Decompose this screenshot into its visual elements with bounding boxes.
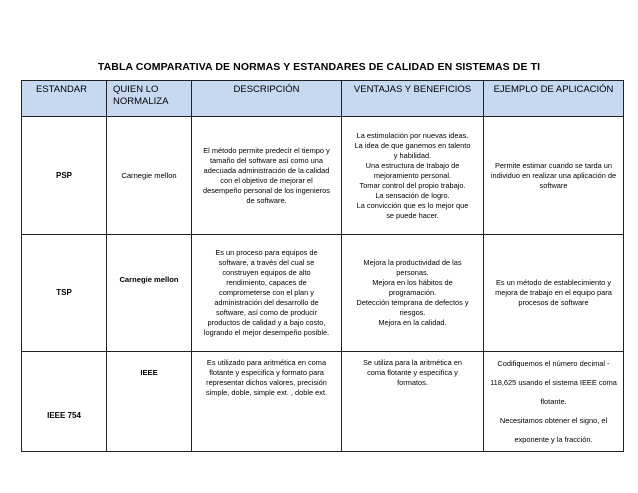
cell-descripcion xyxy=(192,235,342,352)
cell-ventajas xyxy=(342,352,484,452)
cell-descripcion xyxy=(192,117,342,235)
text-line: programación. xyxy=(388,288,437,297)
text-line: Mejora la productividad de las xyxy=(363,258,462,267)
text-line: Mejora en los hábitos de xyxy=(372,278,453,287)
text-line: comprometerse con el plan y xyxy=(219,288,314,297)
text-line: y habilidad. xyxy=(393,150,432,160)
text-line: procesos de software xyxy=(518,298,589,307)
table-header-row xyxy=(22,81,624,117)
text-line: personas. xyxy=(396,268,429,277)
table-row xyxy=(22,235,624,352)
header-quien-line-1: QUIEN LO xyxy=(113,84,159,95)
text-line: administración del desarrollo de xyxy=(214,298,319,307)
text-line: de software. xyxy=(246,195,287,205)
text-line: adecuada administración de la calidad xyxy=(203,165,330,175)
text-line: Se utiliza para la aritmética en xyxy=(362,358,462,367)
text-line: La idea de que ganemos en talento xyxy=(354,140,471,150)
page-title: TABLA COMPARATIVA DE NORMAS Y ESTANDARES DE CALIDAD EN SISTEMAS DE TI xyxy=(97,61,541,73)
header-quien-lo-normaliza xyxy=(107,81,192,117)
text-line: construyen equipos de alto xyxy=(222,268,311,277)
text-line: software, así como de producir xyxy=(215,308,318,317)
cell-ejemplo xyxy=(484,352,624,452)
text-line: software, a través del cual se xyxy=(218,258,315,267)
header-descripcion: DESCRIPCIÓN xyxy=(192,81,342,117)
text-line: La convicción que es lo mejor que xyxy=(356,200,469,210)
table-row xyxy=(22,117,624,235)
text-line: con el objetivo de mejorar el xyxy=(220,175,313,185)
text-line: Una estructura de trabajo de xyxy=(365,160,460,170)
text-line: flotante y especifica y formato para xyxy=(209,368,324,377)
header-ventajas: VENTAJAS Y BENEFICIOS xyxy=(342,81,484,117)
header-quien-line-2: NORMALIZA xyxy=(113,96,169,107)
text-line: software xyxy=(539,180,568,190)
text-line: Es un método de establecimiento y xyxy=(495,278,612,287)
text-line: representar dichos valores, precisión xyxy=(206,378,327,387)
text-line: Es un proceso para equipos de xyxy=(215,248,318,257)
text-line: coma flotante y especifica y xyxy=(367,368,458,377)
text-line: flotante. xyxy=(540,397,567,406)
text-line: Permite estimar cuando se tarda un xyxy=(494,160,613,170)
cell-estandar: TSP xyxy=(22,235,107,352)
cell-quien: Carnegie mellon xyxy=(107,235,192,352)
text-line: riesgos. xyxy=(399,308,426,317)
text-line: logrando el mejor desempeño posible. xyxy=(203,328,330,337)
cell-ejemplo xyxy=(484,117,624,235)
text-line: Mejora en la calidad. xyxy=(378,318,447,327)
cell-descripcion xyxy=(192,352,342,452)
text-line: desempeño personal de los ingenieros xyxy=(203,185,330,195)
text-line: 118,625 usando el sistema IEEE coma xyxy=(490,378,617,387)
text-line: La estimulación por nuevas ideas. xyxy=(356,130,469,140)
table-row xyxy=(22,352,624,452)
cell-estandar: PSP xyxy=(22,117,107,235)
text-line: mejora de trabajo en el equipo para xyxy=(495,288,612,297)
text-line: exponente y la fracción. xyxy=(514,435,593,444)
text-line: Necesitamos obtener el signo, el xyxy=(499,416,608,425)
text-line: productos de calidad y a bajo costo, xyxy=(207,318,326,327)
header-ejemplo: EJEMPLO DE APLICACIÓN xyxy=(484,81,624,117)
text-line: Detección temprana de defectos y xyxy=(356,298,469,307)
text-line: formatos. xyxy=(397,378,428,387)
cell-ventajas xyxy=(342,117,484,235)
text-line: El método permite predecir el tiempo y xyxy=(203,145,330,155)
comparison-table xyxy=(21,80,624,452)
cell-ejemplo xyxy=(484,235,624,352)
header-estandar: ESTANDAR xyxy=(22,81,107,117)
text-line: Codifiquemos el número decimal - xyxy=(497,359,610,368)
text-line: mejoramiento personal. xyxy=(373,170,452,180)
text-line: La sensación de logro. xyxy=(375,190,450,200)
text-line: individuo en realizar una aplicación de xyxy=(490,170,617,180)
text-line: Tomar control del propio trabajo. xyxy=(359,180,466,190)
text-line: simple, doble, simple ext. , doble ext. xyxy=(205,388,328,397)
text-line: tamaño del software así como una xyxy=(210,155,323,165)
cell-quien: IEEE xyxy=(107,352,192,452)
cell-estandar: IEEE 754 xyxy=(22,352,107,452)
text-line: rendimiento, capaces de xyxy=(226,278,307,287)
text-line: Es utilizado para aritmética en coma xyxy=(206,358,327,367)
text-line: se puede hacer. xyxy=(386,210,439,220)
cell-quien: Carnegie mellon xyxy=(107,117,192,235)
cell-ventajas xyxy=(342,235,484,352)
